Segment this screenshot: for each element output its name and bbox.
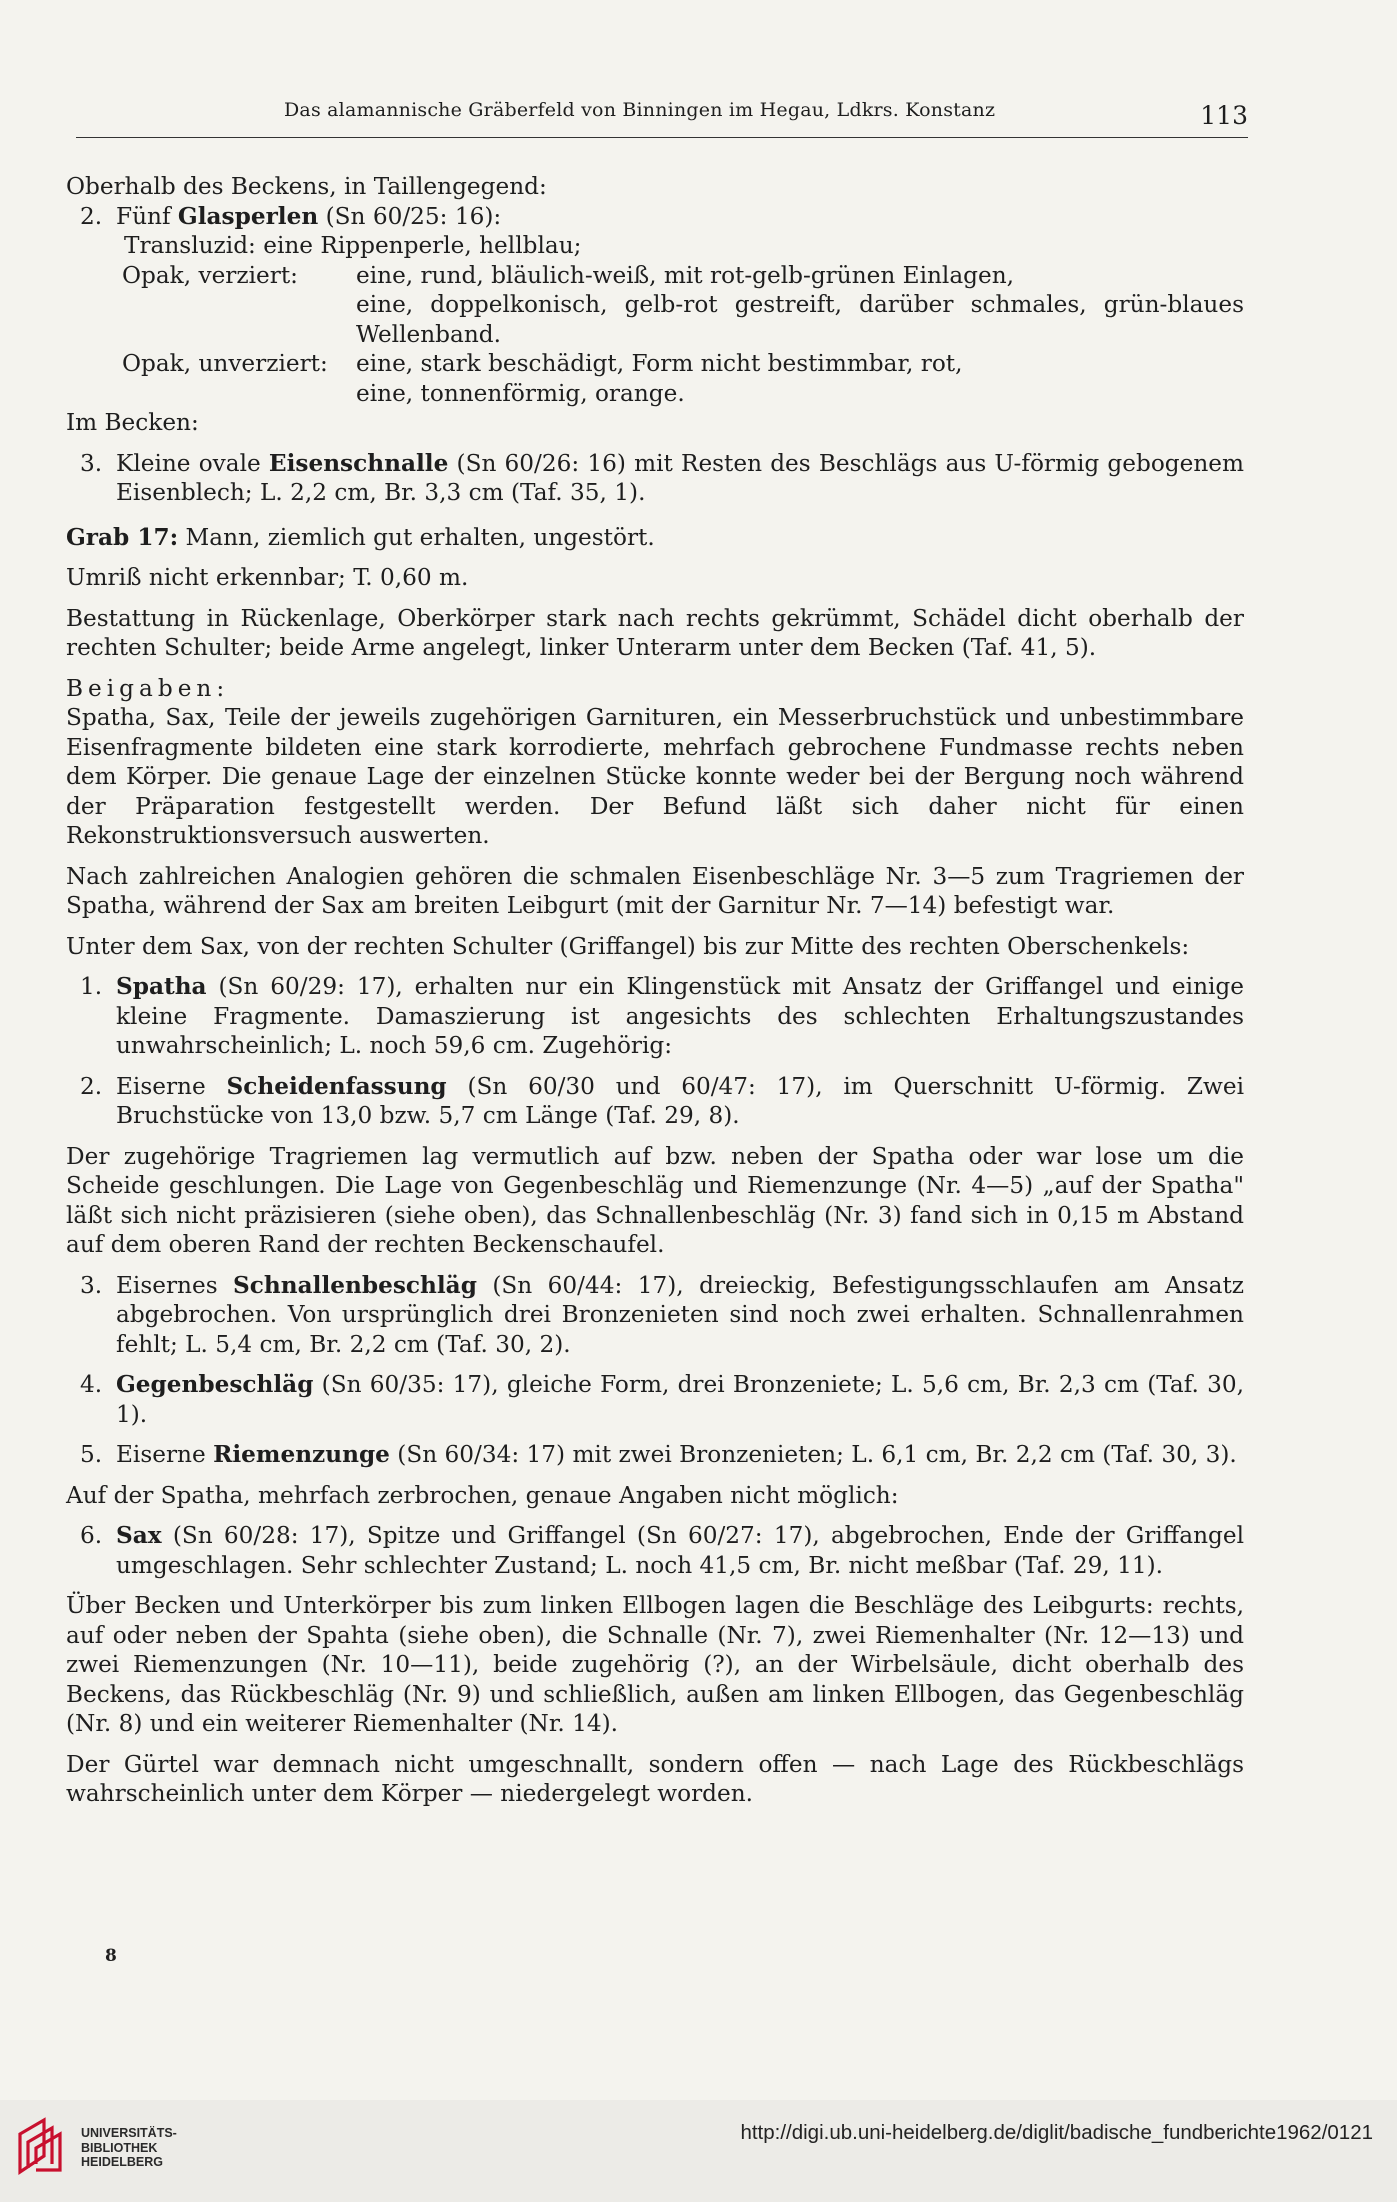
item-text: (Sn 60/44: 17), dreieckig, Befestigungsschlaufen am Ansatz abgebrochen. Von ursprünglich drei Bronzenieten sind noch zwei erhalten. Schnallenrahmen fehlt; L. 5,4 cm, Br. 2,2 cm (Taf. 30, 2).: [116, 1271, 1244, 1358]
library-name-line: BIBLIOTHEK: [81, 2140, 158, 2155]
bead-label: Opak, unverziert:: [122, 350, 328, 377]
item-text: (Sn 60/29: 17), erhalten nur ein Klingenstück mit Ansatz der Griffangel und einige kleine Fragmente. Damaszierung ist angesichts des schlechten Erhaltungszustandes unwahrscheinlich; L. noch 59,6 cm. Zugehörig:: [116, 973, 1244, 1059]
bead-line: eine, tonnenförmig, orange.: [356, 379, 685, 407]
item-number: 5.: [80, 1441, 103, 1468]
paragraph: Umriß nicht erkennbar; T. 0,60 m.: [66, 564, 469, 591]
running-header: [76, 97, 1248, 138]
paragraph: Spatha, Sax, Teile der jeweils zugehörigen Garnituren, ein Messerbruchstück und unbestimmbare Eisenfragmente bildeten eine stark korrodierte, mehrfach gebrochene Fundmasse rechts neben dem Körper. Die genaue Lage der einzelnen Stücke konnte weder bei der Bergung noch während der Präparation festgestellt werden. Der Befund läßt sich daher nicht für einen Rekonstruktionsversuch auswerten.: [66, 704, 1244, 849]
item-text: Eiserne: [116, 1441, 214, 1468]
item-number: 4.: [80, 1371, 103, 1398]
item-number: 3.: [80, 449, 103, 477]
list-item: [66, 1072, 1244, 1131]
section-heading: Beigaben:: [66, 674, 230, 702]
item-text: (Sn 60/34: 17) mit zwei Bronzenieten; L. 6,1 cm, Br. 2,2 cm (Taf. 30, 3).: [389, 1441, 1237, 1468]
item-number: 2.: [80, 1072, 103, 1100]
bead-line: eine, rund, bläulich-weiß, mit rot-gelb-grünen Einlagen,: [356, 261, 1015, 289]
item-keyword: Eisenschnalle: [268, 449, 449, 477]
source-url-link[interactable]: http://digi.ub.uni-heidelberg.de/diglit/badische_fundberichte1962/0121: [740, 2121, 1373, 2144]
footer-bar: [0, 2100, 1397, 2202]
paragraph: Nach zahlreichen Analogien gehören die schmalen Eisenbeschläge Nr. 3—5 zum Tragriemen der Spatha, während der Sax am breiten Leibgurt (mit der Garnitur Nr. 7—14) befestigt war.: [66, 862, 1244, 919]
library-name-line: HEIDELBERG: [81, 2155, 163, 2169]
paragraph: Oberhalb des Beckens, in Taillengegend:: [66, 173, 547, 200]
paragraph: Auf der Spatha, mehrfach zerbrochen, genaue Angaben nicht möglich:: [66, 1481, 899, 1509]
item-keyword: Sax: [116, 1522, 162, 1549]
bead-group: [66, 261, 1244, 350]
running-title: Das alamannische Gräberfeld von Binningen im Hegau, Ldkrs. Konstanz: [284, 99, 996, 121]
list-item: [66, 1370, 1244, 1429]
bead-group: [66, 349, 1244, 408]
paragraph: Bestattung in Rückenlage, Oberkörper stark nach rechts gekrümmt, Schädel dicht oberhalb der rechten Schulter; beide Arme angelegt, linker Unterarm unter dem Becken (Taf. 41, 5).: [66, 604, 1244, 661]
library-name-line: UNIVERSITÄTS-: [81, 2126, 177, 2140]
bead-line: eine, doppelkonisch, gelb-rot gestreift, darüber schmales, grün-blaues Wellenband.: [356, 291, 1244, 348]
item-keyword: Riemenzunge: [213, 1441, 390, 1468]
item-keyword: Schnallenbeschläg: [233, 1271, 477, 1299]
grave-heading: [66, 523, 1244, 553]
item-text: Eisernes: [116, 1271, 234, 1299]
item-number: 6.: [80, 1522, 103, 1549]
grave-text: Mann, ziemlich gut erhalten, ungestört.: [178, 523, 655, 551]
paragraph: Der zugehörige Tragriemen lag vermutlich auf bzw. neben der Spatha oder war lose um die Scheide geschlungen. Die Lage von Gegenbeschläg und Riemenzunge (Nr. 4—5) „auf der Spatha" läßt sich nicht präzisieren (siehe oben), das Schnallenbeschläg (Nr. 3) fand sich in 0,15 m Abstand auf dem oberen Rand der rechten Beckenschaufel.: [66, 1142, 1244, 1258]
list-item: [66, 202, 1244, 232]
item-keyword: Scheidenfassung: [226, 1072, 447, 1100]
item-keyword: Glasperlen: [177, 202, 319, 230]
item-keyword: Gegenbeschläg: [116, 1371, 314, 1398]
item-text: Eiserne: [116, 1072, 227, 1100]
signature-mark: 8: [105, 1946, 117, 1966]
item-text: (Sn 60/30 und 60/47: 17), im Querschnitt U-förmig. Zwei Bruchstücke von 13,0 bzw. 5,7 cm Länge (Taf. 29, 8).: [116, 1072, 1244, 1129]
page-body: [66, 172, 1244, 1809]
paragraph: Unter dem Sax, von der rechten Schulter (Griffangel) bis zur Mitte des rechten Oberschenkels:: [66, 932, 1190, 960]
bead-line: Transluzid: eine Rippenperle, hellblau;: [124, 232, 582, 259]
paragraph: Der Gürtel war demnach nicht umgeschnallt, sondern offen — nach Lage des Rückbeschlägs wahrscheinlich unter dem Körper — niedergelegt worden.: [66, 1750, 1244, 1807]
item-text: (Sn 60/25: 16):: [318, 202, 502, 230]
paragraph: Im Becken:: [66, 409, 199, 436]
list-item: [66, 1271, 1244, 1360]
bead-label: Opak, verziert:: [122, 261, 298, 289]
page-number: 113: [1200, 101, 1248, 130]
grave-label: Grab 17:: [66, 523, 179, 551]
item-number: 3.: [80, 1271, 103, 1299]
item-keyword: Spatha: [116, 973, 207, 1000]
item-text: (Sn 60/26: 16) mit Resten des Beschlägs aus U-förmig gebogenem Eisenblech; L. 2,2 cm, Br. 3,3 cm (Taf. 35, 1).: [116, 449, 1245, 506]
item-number: 2.: [80, 202, 103, 230]
list-item: [66, 1521, 1244, 1580]
item-number: 1.: [80, 973, 103, 1000]
list-item: [66, 1440, 1244, 1470]
university-library-logo-icon[interactable]: [14, 2112, 70, 2178]
library-name: [81, 2126, 177, 2170]
bead-line: eine, stark beschädigt, Form nicht bestimmbar, rot,: [356, 350, 963, 377]
paragraph: Über Becken und Unterkörper bis zum linken Ellbogen lagen die Beschläge des Leibgurts: rechts, auf oder neben der Spahta (siehe oben), die Schnalle (Nr. 7), zwei Riemenhalter (Nr. 12—13) und zwei Riemenzungen (Nr. 10—11), beide zugehörig (?), an der Wirbelsäule, dicht oberhalb des Beckens, das Rückbeschläg (Nr. 9) und schließlich, außen am linken Ellbogen, das Gegenbeschläg (Nr. 8) und ein weiterer Riemenhalter (Nr. 14).: [66, 1592, 1244, 1737]
list-item: [66, 972, 1244, 1061]
item-text: Kleine ovale: [116, 449, 269, 477]
item-text: Fünf: [116, 202, 178, 230]
item-text: (Sn 60/35: 17), gleiche Form, drei Bronzeniete; L. 5,6 cm, Br. 2,3 cm (Taf. 30, 1).: [116, 1371, 1244, 1428]
list-item: [66, 449, 1244, 508]
item-text: (Sn 60/28: 17), Spitze und Griffangel (Sn 60/27: 17), abgebrochen, Ende der Griffangel umgeschlagen. Sehr schlechter Zustand; L. noch 41,5 cm, Br. nicht meßbar (Taf. 29, 11).: [116, 1522, 1244, 1579]
